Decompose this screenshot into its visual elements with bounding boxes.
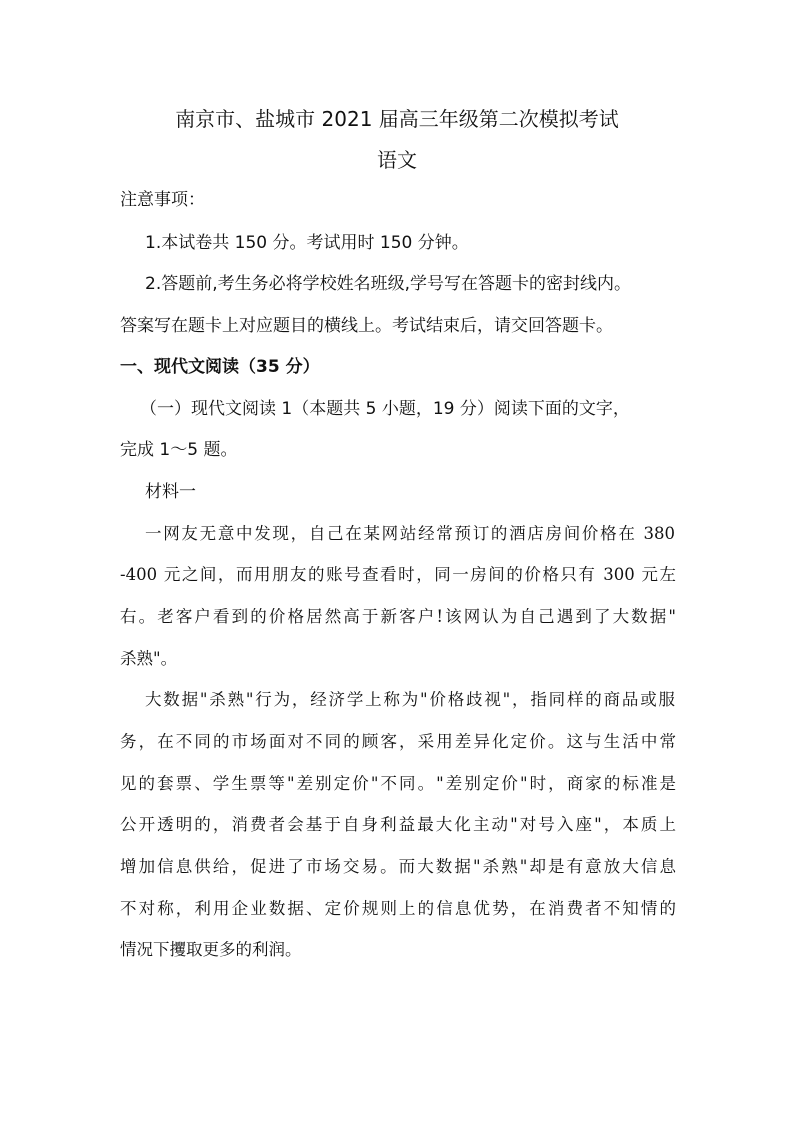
paragraph1-line-2: -400 元之间，而用朋友的账号查看时，同一房间的价格只有 300 元左 bbox=[120, 565, 676, 584]
paragraph2-line-2: 务，在不同的市场面对不同的顾客，采用差异化定价。这与生活中常 bbox=[120, 732, 676, 751]
paragraph1-line-4: 杀熟"。 bbox=[120, 649, 178, 668]
part-intro-line-2: 完成 1～5 题。 bbox=[120, 440, 238, 460]
notice-item-1: 1.本试卷共 150 分。考试用时 150 分钟。 bbox=[145, 233, 469, 253]
material-heading: 材料一 bbox=[145, 482, 196, 502]
section-heading: 一、现代文阅读（35 分） bbox=[120, 357, 320, 377]
exam-title: 南京市、盐城市 2021 届高三年级第二次模拟考试 bbox=[175, 107, 619, 131]
paragraph1-line-1: 一网友无意中发现，自己在某网站经常预订的酒店房间价格在 380 bbox=[145, 524, 675, 543]
notice-heading: 注意事项： bbox=[120, 190, 205, 210]
subject-title: 语文 bbox=[377, 148, 417, 172]
notice-item-2: 2.答题前,考生务必将学校姓名班级,学号写在答题卡的密封线内。 bbox=[145, 274, 632, 294]
paragraph2-line-3: 见的套票、学生票等"差别定价"不同。"差别定价"时，商家的标准是 bbox=[120, 774, 676, 793]
part-intro-line-1: （一）现代文阅读 1（本题共 5 小题，19 分）阅读下面的文字， bbox=[140, 399, 630, 419]
paragraph2-line-1: 大数据"杀熟"行为，经济学上称为"价格歧视"，指同样的商品或服 bbox=[145, 690, 675, 709]
notice-item-2-continued: 答案写在题卡上对应题目的横线上。考试结束后，请交回答题卡。 bbox=[120, 316, 613, 336]
paragraph2-line-5: 增加信息供给，促进了市场交易。而大数据"杀熟"却是有意放大信息 bbox=[120, 857, 676, 876]
paragraph1-line-3: 右。老客户看到的价格居然高于新客户!该网认为自己遇到了大数据" bbox=[120, 607, 676, 626]
paragraph2-line-4: 公开透明的，消费者会基于自身利益最大化主动"对号入座"，本质上 bbox=[120, 815, 676, 834]
paragraph2-line-7: 情况下攫取更多的利润。 bbox=[120, 940, 302, 959]
paragraph2-line-6: 不对称，利用企业数据、定价规则上的信息优势，在消费者不知情的 bbox=[120, 899, 676, 918]
